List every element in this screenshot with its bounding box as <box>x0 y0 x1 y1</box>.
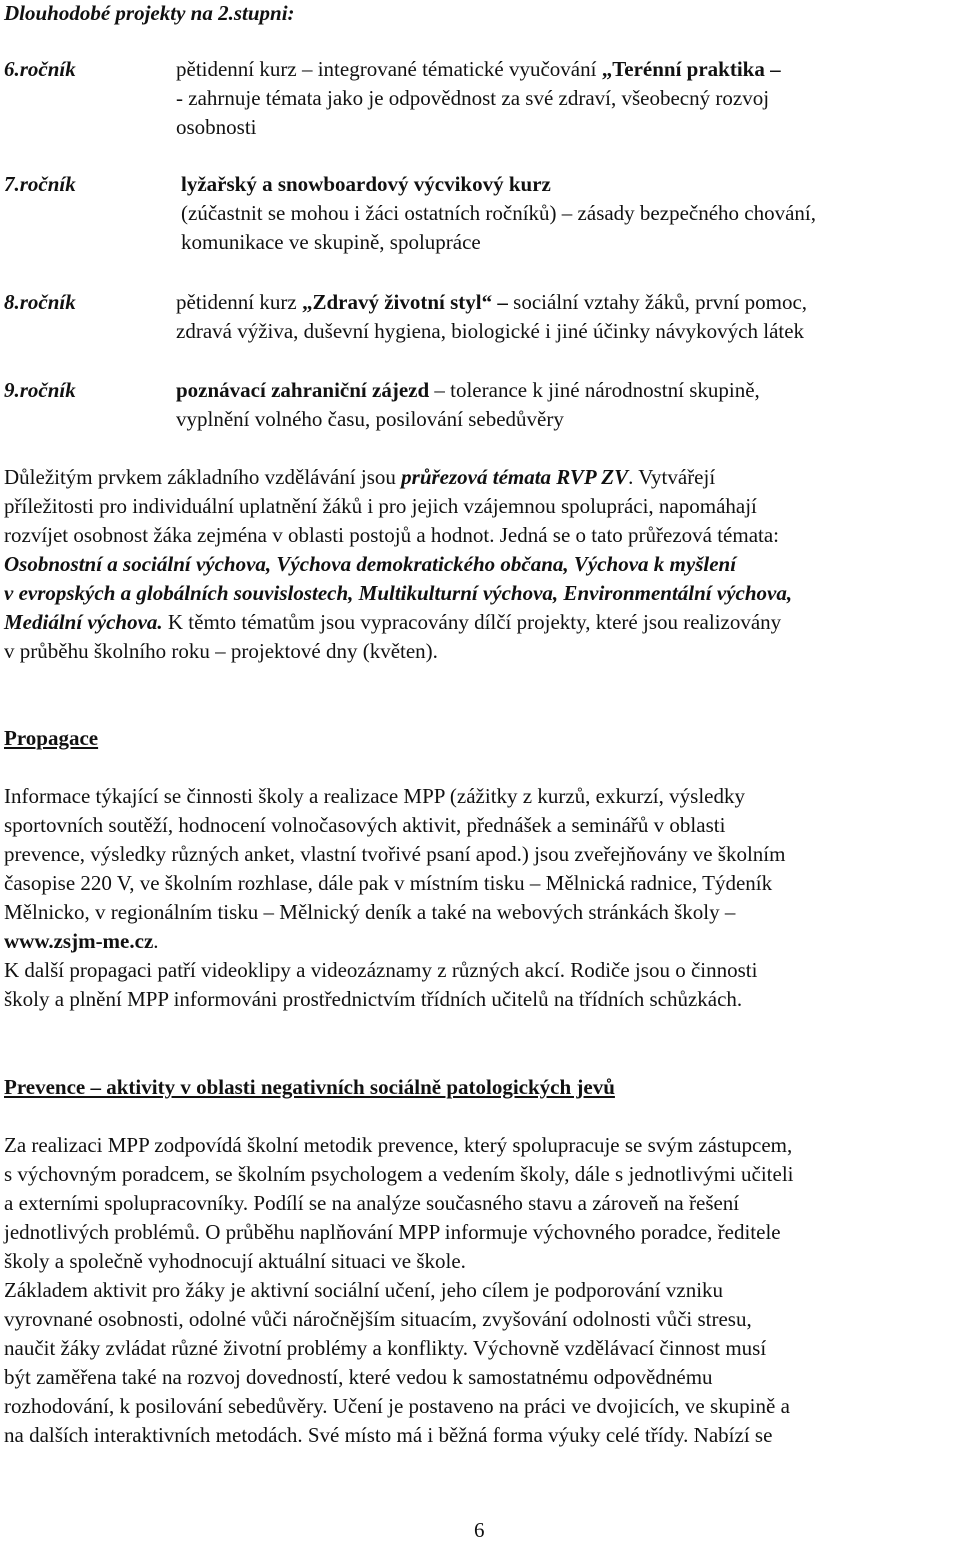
text-line: příležitosti pro individuální uplatnění žáků i pro jejich vzájemnou spolupráci, napomáhají <box>4 494 757 518</box>
grade-line: pětidenní kurz „Zdravý životní styl“ – sociální vztahy žáků, první pomoc, <box>176 290 808 314</box>
text-line: Mělnicko, v regionálním tisku – Mělnický deník a také na webových stránkách školy – <box>4 900 736 924</box>
grade-label: 8.ročník <box>4 290 76 314</box>
text-line: Za realizaci MPP zodpovídá školní metodik prevence, který spolupracuje se svým zástupcem, <box>4 1133 793 1157</box>
text-line: školy a společně vyhodnocují aktuální situaci ve škole. <box>4 1249 466 1273</box>
text-line: Mediální výchova. K těmto tématům jsou vypracovány dílčí projekty, které jsou realizovány <box>4 610 782 634</box>
prevence-paragraph <box>4 1131 956 1450</box>
text-line: Informace týkající se činnosti školy a realizace MPP (zážitky z kurzů, exkurzí, výsledky <box>4 784 745 808</box>
grade-line: - zahrnuje témata jako je odpovědnost za své zdraví, všeobecný rozvoj <box>176 86 770 110</box>
propagace-heading: Propagace <box>4 726 99 750</box>
grade-line: lyžařský a snowboardový výcvikový kurz <box>181 172 551 196</box>
grade-line: komunikace ve skupině, spolupráce <box>181 230 481 254</box>
grade-line: zdravá výživa, duševní hygiena, biologické i jiné účinky návykových látek <box>176 319 805 343</box>
text-line: www.zsjm-me.cz. <box>4 929 159 953</box>
text-line: školy a plnění MPP informováni prostřednictvím třídních učitelů na třídních schůzkách. <box>4 987 743 1011</box>
text-line: a externími spolupracovníky. Podílí se na analýze současného stavu a zároveň na řešení <box>4 1191 740 1215</box>
text-line: rozhodování, k posilování sebedůvěry. Učení je postaveno na práci ve dvojicích, ve skupině a <box>4 1394 790 1418</box>
grade-line: pětidenní kurz – integrované tématické vyučování „Terénní praktika – <box>176 57 781 81</box>
crosscutting-themes-paragraph <box>4 463 956 666</box>
text-line: prevence, výsledky různých anket, vlastní tvořivé psaní apod.) jsou zveřejňovány ve školním <box>4 842 786 866</box>
grade-label: 7.ročník <box>4 172 76 196</box>
prevence-heading: Prevence – aktivity v oblasti negativních sociálně patologických jevů <box>4 1075 615 1099</box>
text-line: být zaměřena také na rozvoj dovedností, které vedou k samostatnému odpovědnému <box>4 1365 713 1389</box>
text-line: jednotlivých problémů. O průběhu naplňování MPP informuje výchovného poradce, ředitele <box>4 1220 781 1244</box>
grade-label: 9.ročník <box>4 378 76 402</box>
grade-description <box>176 288 807 346</box>
grade-line: (zúčastnit se mohou i žáci ostatních ročníků) – zásady bezpečného chování, <box>181 201 817 225</box>
text-line: naučit žáky zvládat různé životní problémy a konflikty. Výchovně vzdělávací činnost musí <box>4 1336 767 1360</box>
text-line: v průběhu školního roku – projektové dny (květen). <box>4 639 438 663</box>
text-line: Základem aktivit pro žáky je aktivní sociální učení, jeho cílem je podporování vzniku <box>4 1278 724 1302</box>
text-line: rozvíjet osobnost žáka zejména v oblasti postojů a hodnot. Jedná se o tato průřezová témata: <box>4 523 780 547</box>
grade-description <box>176 376 760 434</box>
grade-line: poznávací zahraniční zájezd – tolerance k jiné národnostní skupině, <box>176 378 760 402</box>
text-line: na dalších interaktivních metodách. Své místo má i běžná forma výuky celé třídy. Nabízí se <box>4 1423 773 1447</box>
grade-line: vyplnění volného času, posilování sebedůvěry <box>176 407 564 431</box>
document-title: Dlouhodobé projekty na 2.stupni: <box>4 1 295 25</box>
text-line: časopise 220 V, ve školním rozhlase, dále pak v místním tisku – Mělnická radnice, Týdeník <box>4 871 773 895</box>
text-line: K další propagaci patří videoklipy a videozáznamy z různých akcí. Rodiče jsou o činnosti <box>4 958 758 982</box>
text-line: s výchovným poradcem, se školním psychologem a vedením školy, dále s jednotlivými učiteli <box>4 1162 794 1186</box>
grade-line: osobnosti <box>176 115 257 139</box>
page-number: 6 <box>474 1518 485 1542</box>
grade-description <box>176 55 781 142</box>
text-line: Důležitým prvkem základního vzdělávání jsou průřezová témata RVP ZV. Vytvářejí <box>4 465 716 489</box>
grade-label: 6.ročník <box>4 57 76 81</box>
text-line: vyrovnané osobnosti, odolné vůči náročnějším situacím, zvyšování odolnosti vůči stresu, <box>4 1307 752 1331</box>
text-line: v evropských a globálních souvislostech, Multikulturní výchova, Environmentální výchova, <box>4 581 793 605</box>
text-line: Osobnostní a sociální výchova, Výchova demokratického občana, Výchova k myšlení <box>4 552 737 576</box>
text-line: sportovních soutěží, hodnocení volnočasových aktivit, přednášek a seminářů v oblasti <box>4 813 726 837</box>
grade-description <box>181 170 816 257</box>
propagace-paragraph <box>4 782 956 1014</box>
